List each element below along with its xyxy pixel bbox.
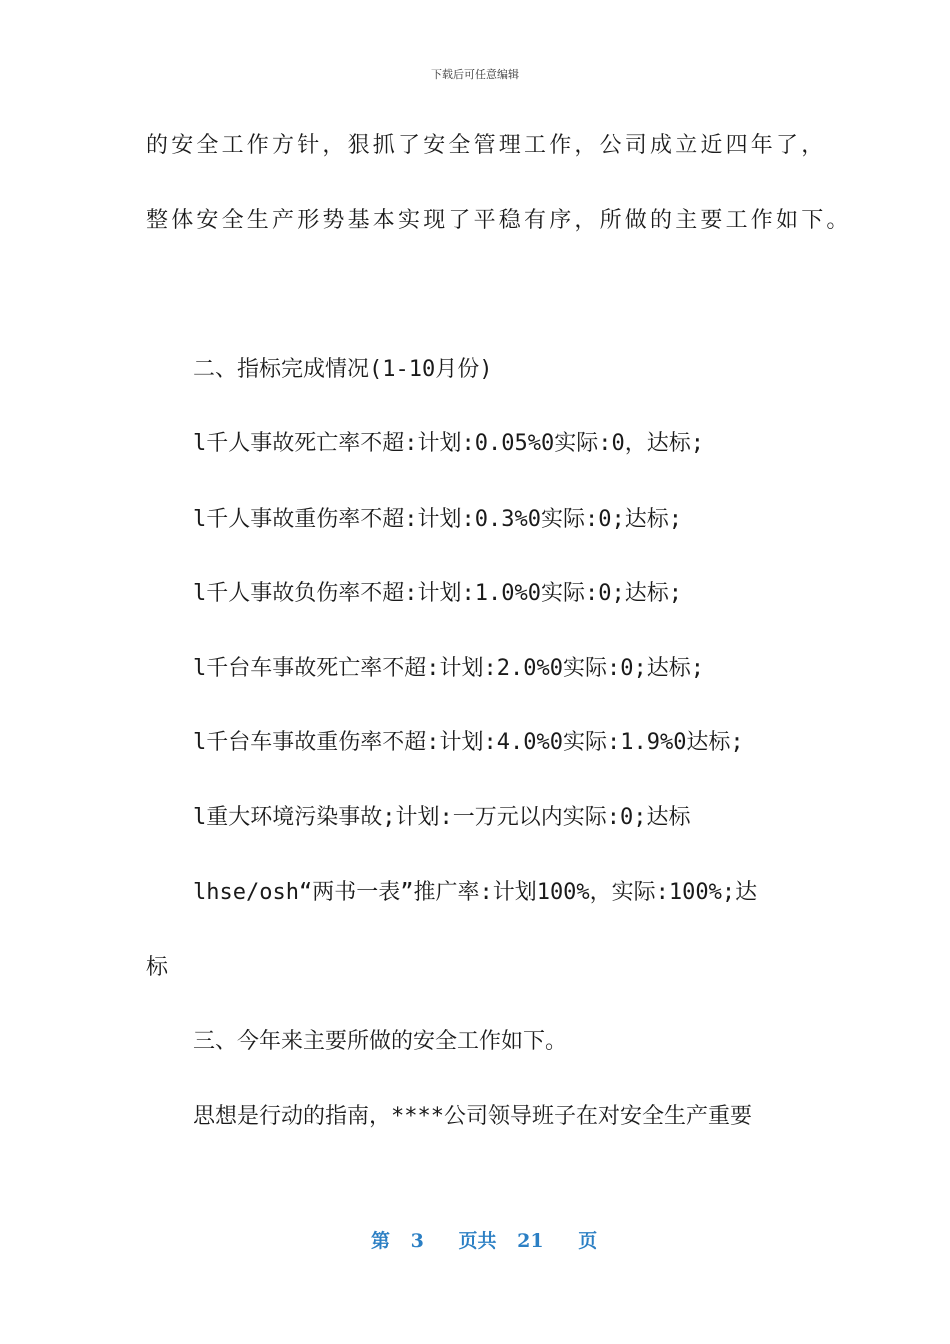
indicator-line: l千台车事故死亡率不超:计划:2.0%0实际:0;达标; — [193, 656, 704, 681]
page-footer — [371, 1226, 597, 1253]
page-label-prefix: 第 — [371, 1230, 391, 1252]
paragraph-line: 整体安全生产形势基本实现了平稳有序，所做的主要工作如下。 — [146, 208, 852, 233]
header-note: 下载后可任意编辑 — [431, 68, 519, 81]
indicator-line: l重大环境污染事故;计划:一万元以内实际:0;达标 — [193, 805, 691, 830]
paragraph-line: 思想是行动的指南，****公司领导班子在对安全生产重要 — [193, 1104, 752, 1129]
section-heading: 三、今年来主要所做的安全工作如下。 — [193, 1029, 568, 1054]
current-page-number: 3 — [410, 1230, 424, 1252]
section-heading: 二、指标完成情况(1-10月份) — [193, 357, 493, 382]
indicator-line-continued: 标 — [146, 955, 169, 980]
total-pages-number: 21 — [517, 1230, 544, 1252]
indicator-line: lhse/osh“两书一表”推广率:计划100%，实际:100%;达 — [193, 880, 758, 905]
page-label-mid: 页共 — [458, 1230, 497, 1252]
indicator-line: l千人事故重伤率不超:计划:0.3%0实际:0;达标; — [193, 507, 682, 532]
page-label-suffix: 页 — [578, 1230, 598, 1252]
paragraph-line: 的安全工作方针，狠抓了安全管理工作，公司成立近四年了， — [146, 133, 827, 158]
indicator-line: l千人事故负伤率不超:计划:1.0%0实际:0;达标; — [193, 581, 682, 606]
indicator-line: l千台车事故重伤率不超:计划:4.0%0实际:1.9%0达标; — [193, 730, 744, 755]
indicator-line: l千人事故死亡率不超:计划:0.05%0实际:0，达标; — [193, 431, 704, 456]
